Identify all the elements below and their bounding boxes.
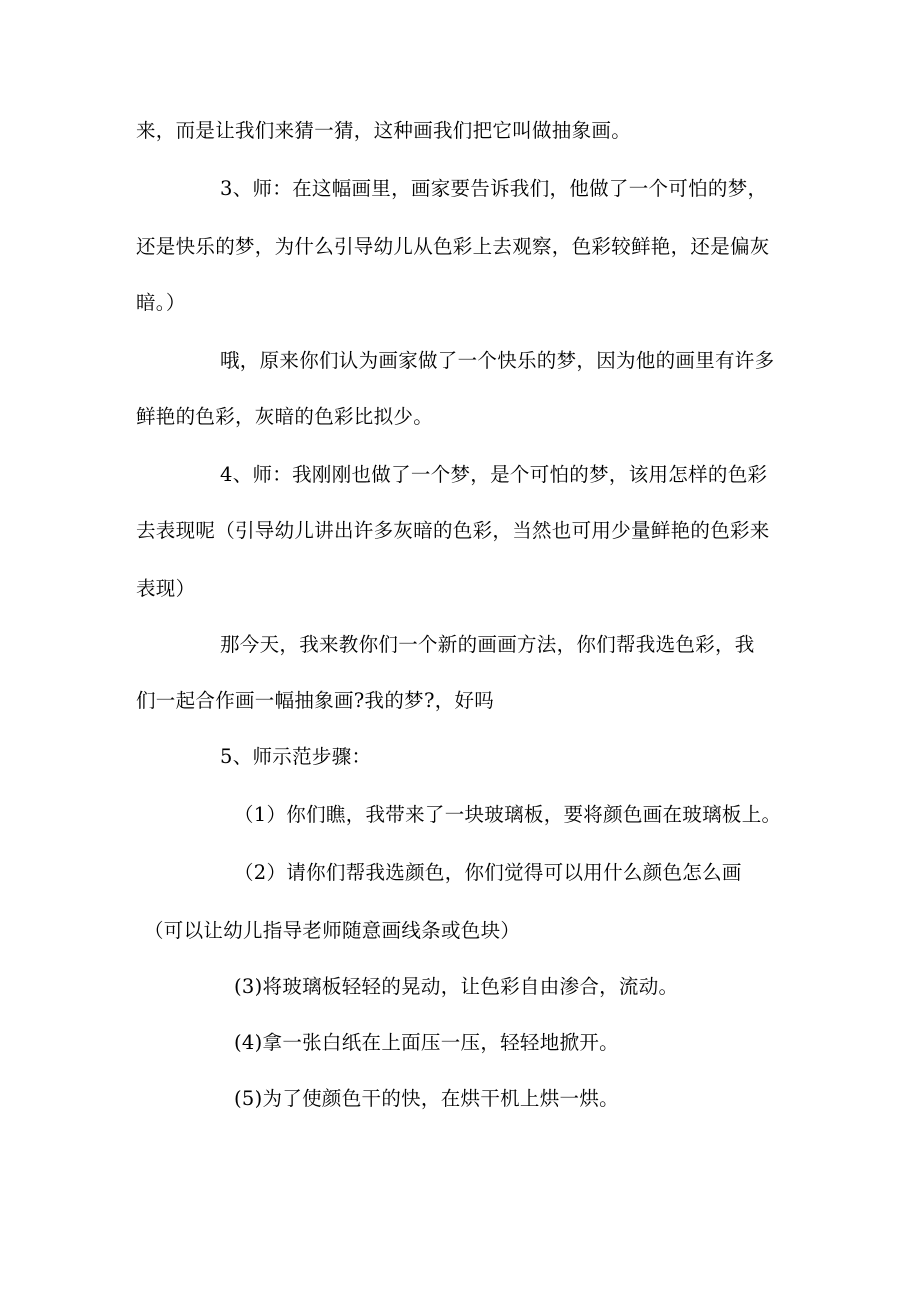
text-line-7: 4、师：我刚刚也做了一个梦，是个可怕的梦，该用怎样的色彩: [220, 463, 768, 486]
text-line-13: （1）你们瞧，我带来了一块玻璃板，要将颜色画在玻璃板上。: [234, 803, 782, 826]
text-line-8: 去表现呢（引导幼儿讲出许多灰暗的色彩，当然也可用少量鲜艳的色彩来: [136, 519, 770, 542]
text-line-17: (4)拿一张白纸在上面压一压，轻轻地掀开。: [234, 1031, 619, 1054]
text-line-9: 表现）: [136, 577, 196, 600]
text-line-2: 3、师：在这幅画里，画家要告诉我们，他做了一个可怕的梦，: [220, 177, 768, 200]
text-line-14: （2）请你们帮我选颜色，你们觉得可以用什么颜色怎么画: [234, 861, 742, 884]
text-line-6: 鲜艳的色彩，灰暗的色彩比拟少。: [136, 405, 434, 428]
text-line-3: 还是快乐的梦，为什么引导幼儿从色彩上去观察，色彩较鲜艳，还是偏灰: [136, 235, 770, 258]
text-line-1: 来，而是让我们来猜一猜，这种画我们把它叫做抽象画。: [136, 119, 632, 142]
text-line-4: 暗。）: [136, 291, 186, 314]
text-line-5: 哦，原来你们认为画家做了一个快乐的梦，因为他的画里有许多: [220, 349, 775, 372]
text-line-16: (3)将玻璃板轻轻的晃动，让色彩自由渗合，流动。: [234, 975, 679, 998]
text-line-11: 们一起合作画一幅抽象画?我的梦?，好吗: [136, 689, 495, 712]
text-line-10: 那今天，我来教你们一个新的画画方法，你们帮我选色彩，我: [220, 633, 755, 656]
text-line-18: (5)为了使颜色干的快，在烘干机上烘一烘。: [234, 1087, 619, 1110]
text-line-12: 5、师示范步骤：: [220, 745, 372, 768]
text-line-15: （可以让幼儿指导老师随意画线条或色块）: [144, 919, 521, 942]
